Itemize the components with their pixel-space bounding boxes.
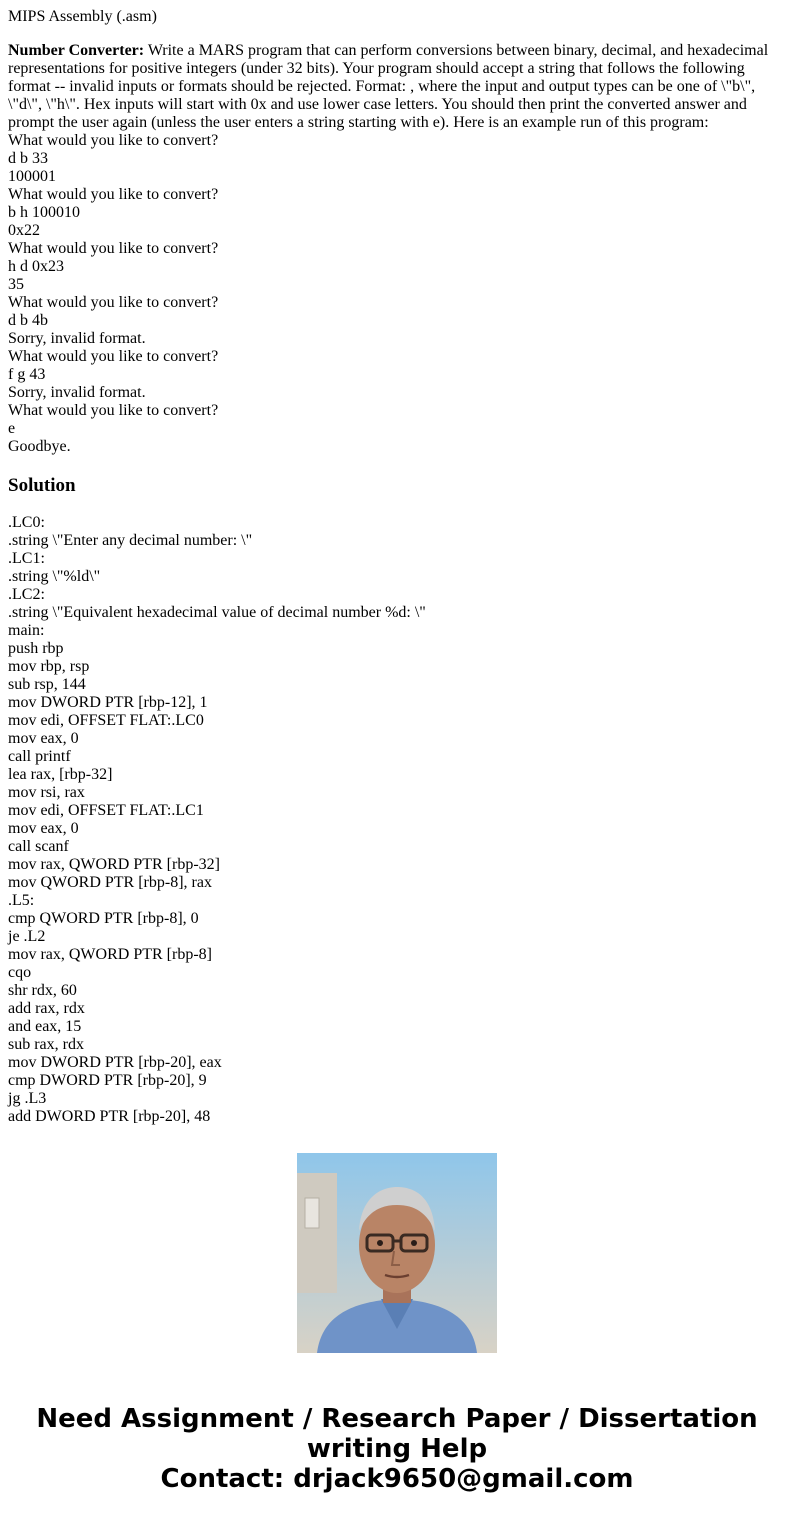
code-line: .LC0: [8, 514, 45, 531]
example-line: e [8, 420, 16, 437]
question-body: Write a MARS program that can perform conversions between binary, decimal, and hexadecimal representations for positive integers (under 32 bits). Your program should accept a string that follows the following format -- invalid inputs or formats should be rejected. Format: , where the input and output types can be one of \"b\", \"d\", \"h\". Hex inputs will start with 0x and use lower case letters. You should then print the converted answer and prompt the user again (unless the user enters a string starting with e). Here is an example run of this program: [8, 42, 769, 131]
code-line: sub rsp, 144 [8, 676, 86, 693]
question-paragraph [8, 42, 786, 132]
example-line: Goodbye. [8, 438, 71, 455]
code-line: mov eax, 0 [8, 730, 79, 747]
example-line: What would you like to convert? [8, 348, 219, 365]
code-line: mov rax, QWORD PTR [rbp-8] [8, 946, 212, 963]
code-line: cmp DWORD PTR [rbp-20], 9 [8, 1072, 207, 1089]
code-line: call scanf [8, 838, 69, 855]
promo-line: writing Help [306, 1434, 488, 1464]
page-title: MIPS Assembly (.asm) [8, 8, 157, 25]
code-line: mov eax, 0 [8, 820, 79, 837]
code-line: .string \"Equivalent hexadecimal value of decimal number %d: \" [8, 604, 426, 621]
code-line: push rbp [8, 640, 64, 657]
code-line: shr rdx, 60 [8, 982, 77, 999]
example-line: Sorry, invalid format. [8, 330, 146, 347]
code-line: mov edi, OFFSET FLAT:.LC1 [8, 802, 204, 819]
code-line: cqo [8, 964, 32, 981]
code-line: add rax, rdx [8, 1000, 85, 1017]
author-avatar [297, 1153, 497, 1353]
code-line: add DWORD PTR [rbp-20], 48 [8, 1108, 211, 1125]
example-line: What would you like to convert? [8, 132, 219, 149]
code-line: jg .L3 [8, 1090, 47, 1107]
promo-banner [0, 1404, 794, 1494]
solution-code [8, 514, 786, 1125]
code-line: mov DWORD PTR [rbp-12], 1 [8, 694, 208, 711]
example-line: d b 33 [8, 150, 48, 167]
example-line: d b 4b [8, 312, 48, 329]
code-line: sub rax, rdx [8, 1036, 84, 1053]
solution-heading: Solution [8, 475, 76, 496]
code-line: .LC2: [8, 586, 45, 603]
example-line: What would you like to convert? [8, 294, 219, 311]
code-line: mov rsi, rax [8, 784, 85, 801]
code-line: call printf [8, 748, 71, 765]
code-line: mov QWORD PTR [rbp-8], rax [8, 874, 212, 891]
code-line: and eax, 15 [8, 1018, 82, 1035]
code-line: mov rbp, rsp [8, 658, 90, 675]
example-line: 35 [8, 276, 24, 293]
code-line: .string \"%ld\" [8, 568, 101, 585]
code-line: je .L2 [8, 928, 46, 945]
code-line: mov edi, OFFSET FLAT:.LC0 [8, 712, 204, 729]
example-line: What would you like to convert? [8, 186, 219, 203]
code-line: cmp QWORD PTR [rbp-8], 0 [8, 910, 199, 927]
code-line: mov rax, QWORD PTR [rbp-32] [8, 856, 220, 873]
question-label: Number Converter: [8, 42, 145, 59]
example-line: 0x22 [8, 222, 40, 239]
code-line: lea rax, [rbp-32] [8, 766, 113, 783]
example-run [8, 132, 786, 456]
example-line: What would you like to convert? [8, 402, 219, 419]
example-line: 100001 [8, 168, 56, 185]
code-line: .string \"Enter any decimal number: \" [8, 532, 253, 549]
example-line: Sorry, invalid format. [8, 384, 146, 401]
promo-line: Need Assignment / Research Paper / Dissertation [36, 1404, 758, 1434]
example-line: f g 43 [8, 366, 46, 383]
example-line: b h 100010 [8, 204, 80, 221]
example-line: What would you like to convert? [8, 240, 219, 257]
person-portrait-icon [297, 1153, 497, 1353]
promo-contact: Contact: drjack9650@gmail.com [160, 1464, 634, 1494]
example-line: h d 0x23 [8, 258, 64, 275]
code-line: .L5: [8, 892, 35, 909]
code-line: mov DWORD PTR [rbp-20], eax [8, 1054, 222, 1071]
code-line: .LC1: [8, 550, 45, 567]
code-line: main: [8, 622, 45, 639]
